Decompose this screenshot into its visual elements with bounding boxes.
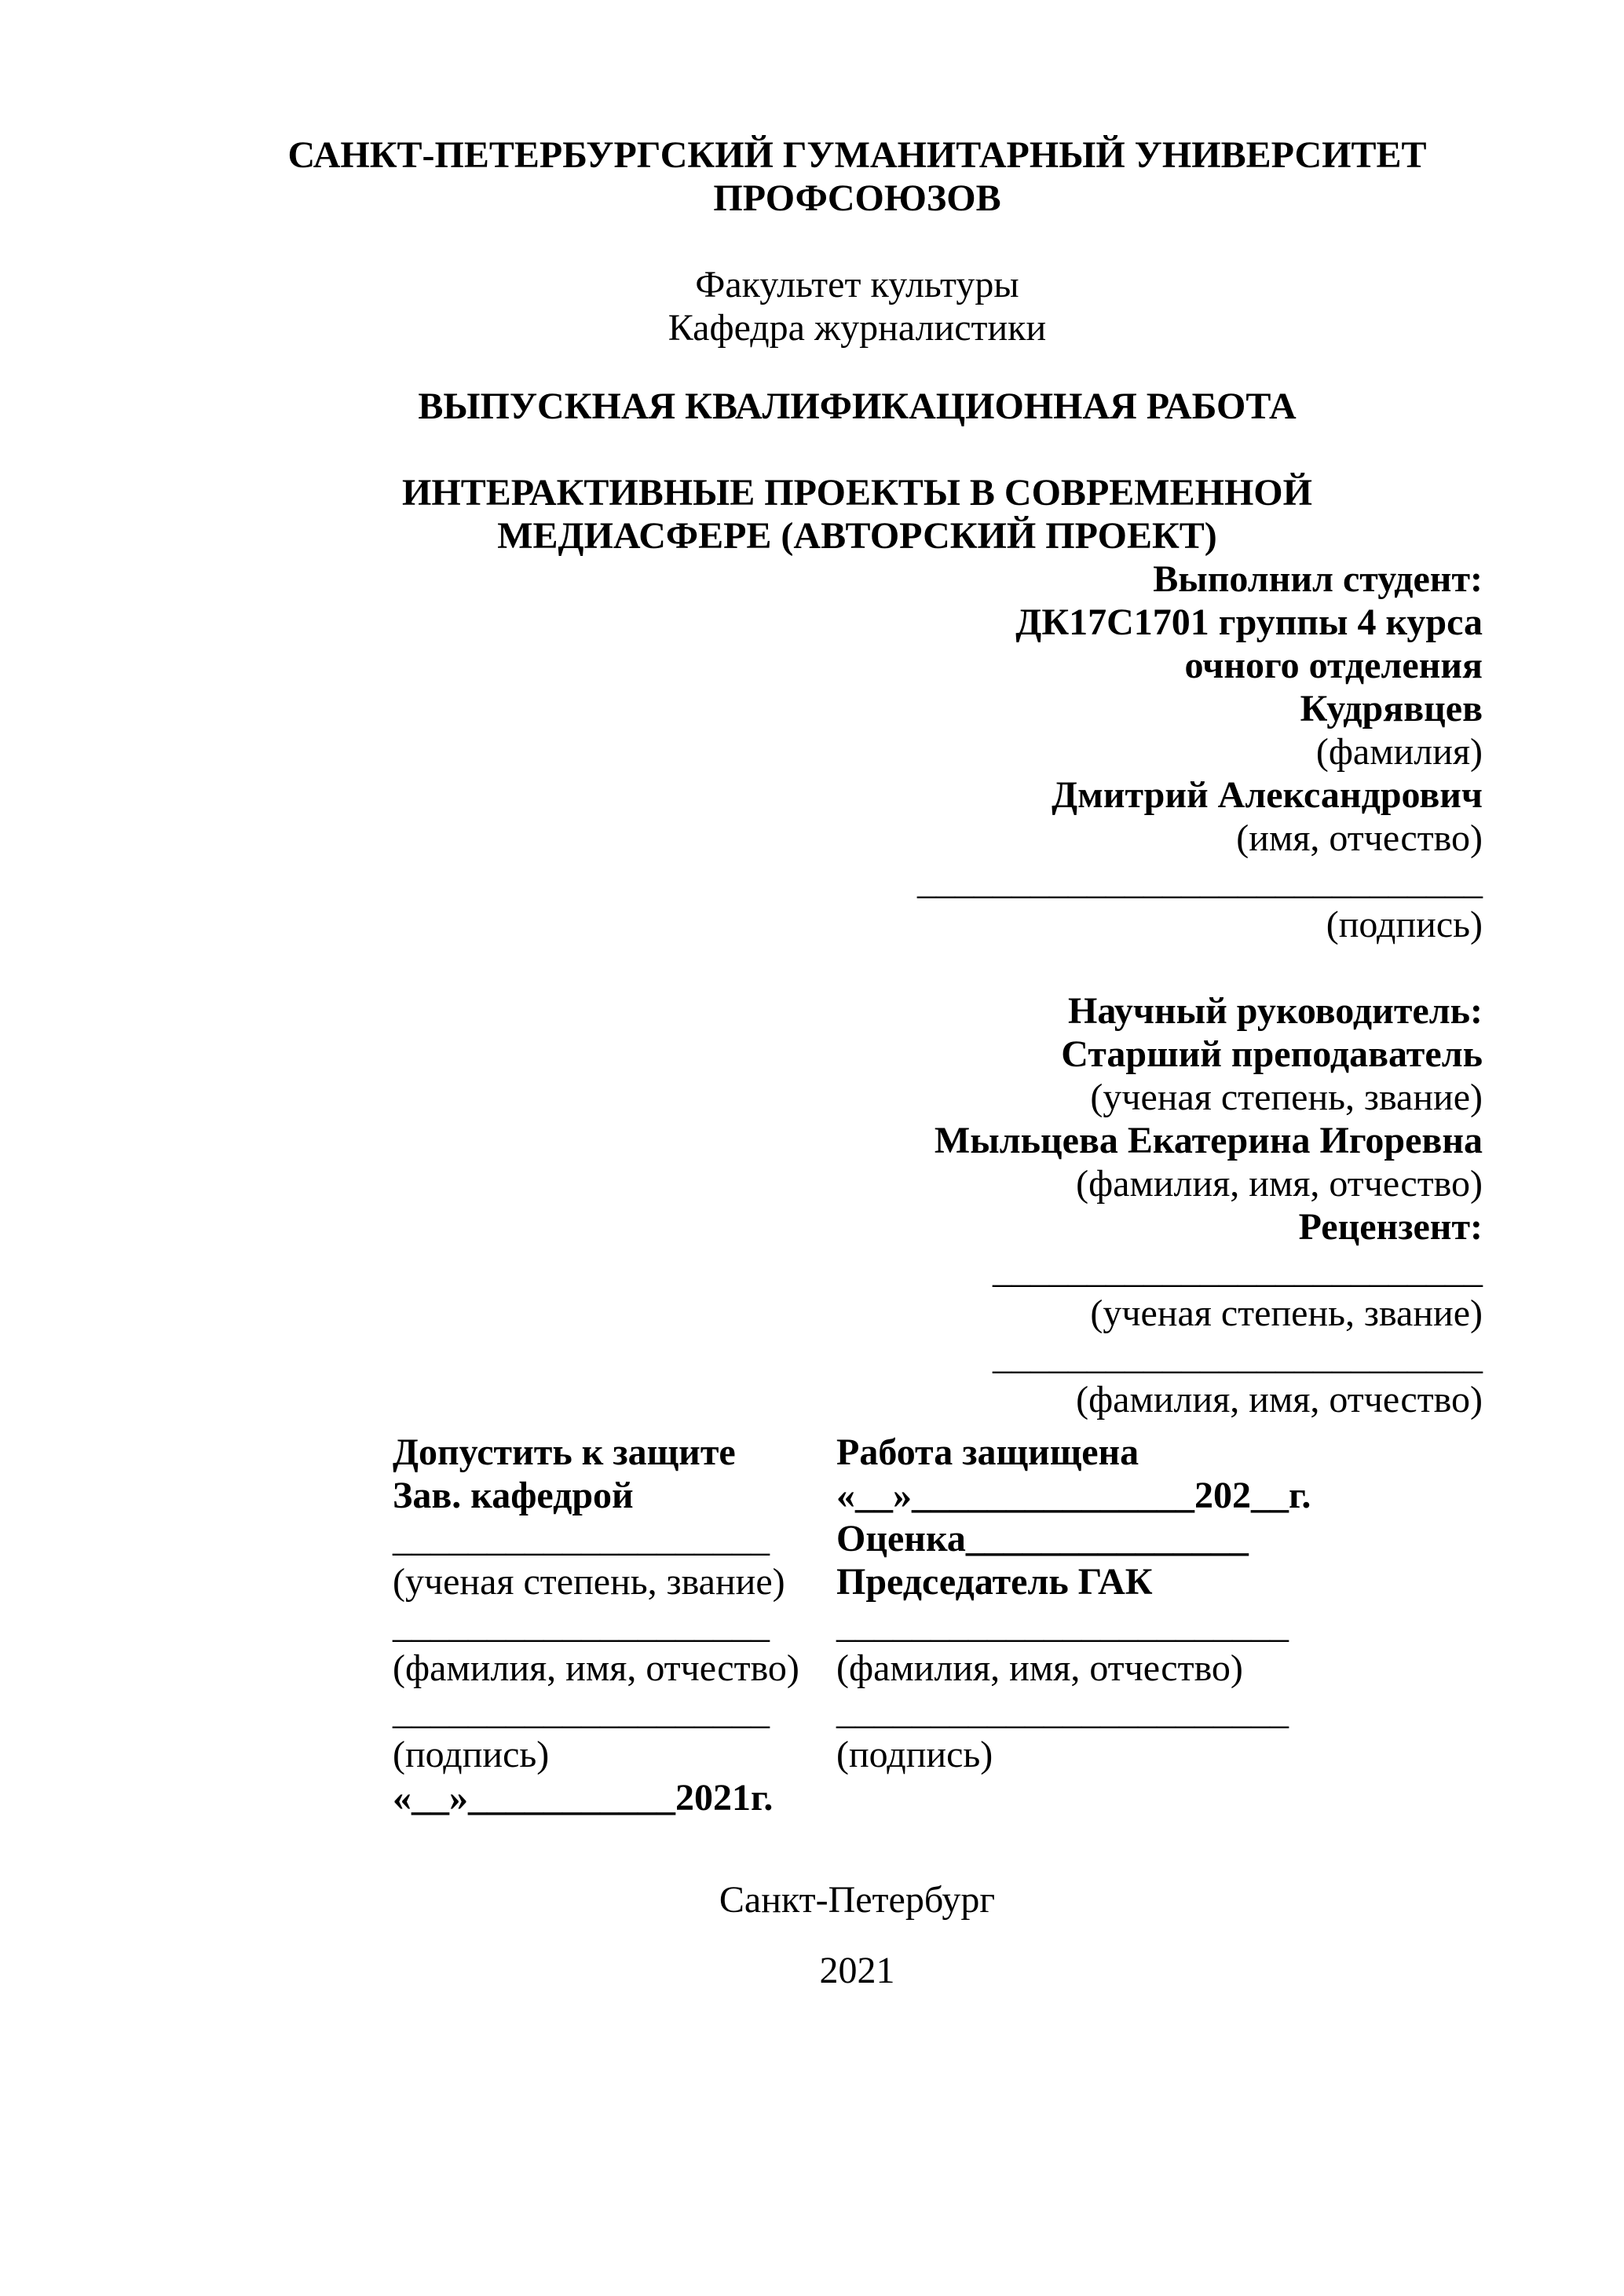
student-name: Дмитрий Александрович (1052, 774, 1483, 816)
admission-degree-line: ____________________ (393, 1518, 770, 1559)
reviewer-degree-label: (ученая степень, звание) (1090, 1292, 1483, 1334)
student-signature-label: (подпись) (1326, 904, 1483, 945)
student-signature-line: ______________________________ (917, 861, 1483, 902)
admission-signature-line: ____________________ (393, 1691, 770, 1732)
supervisor-name: Мыльцева Екатерина Игоревна (934, 1120, 1483, 1161)
supervisor-position: Старший преподаватель (1061, 1033, 1483, 1075)
department-line: Кафедра журналистики (668, 307, 1047, 349)
defense-grade-line: Оценка_______________ (836, 1518, 1249, 1559)
reviewer-name-line: __________________________ (993, 1336, 1483, 1377)
thesis-title (232, 471, 1483, 558)
approval-section (232, 1431, 1483, 1819)
reviewer-name-label: (фамилия, имя, отчество) (1076, 1379, 1483, 1420)
reviewer-degree-line: __________________________ (993, 1249, 1483, 1291)
admission-degree-label: (ученая степень, звание) (393, 1561, 785, 1603)
supervisor-heading: Научный руководитель: (1068, 990, 1483, 1032)
admission-date-line: «__»___________2021г. (393, 1777, 774, 1819)
admission-name-line: ____________________ (393, 1604, 770, 1646)
defense-signature-line: ________________________ (836, 1691, 1289, 1732)
student-surname-label: (фамилия) (1315, 731, 1483, 773)
year-line: 2021 (819, 1950, 895, 1991)
university-name-line2: ПРОФСОЮЗОВ (713, 177, 1001, 219)
city-line: Санкт-Петербург (719, 1879, 996, 1921)
performed-by-label: Выполнил студент: (1153, 558, 1483, 600)
supervisor-degree-label: (ученая степень, звание) (1090, 1077, 1483, 1118)
defense-signature-label: (подпись) (836, 1734, 993, 1775)
admission-column (393, 1431, 836, 1819)
defense-name-label: (фамилия, имя, отчество) (836, 1647, 1243, 1689)
admission-line1: Допустить к защите (393, 1431, 736, 1473)
defense-column (836, 1431, 1483, 1819)
student-name-label: (имя, отчество) (1236, 817, 1483, 859)
university-name-line1: САНКТ-ПЕТЕРБУРГСКИЙ ГУМАНИТАРНЫЙ УНИВЕРСИТЕТ (287, 134, 1427, 176)
attribution-block (232, 558, 1483, 1421)
reviewer-heading: Рецензент: (1298, 1206, 1483, 1248)
student-surname: Кудрявцев (1300, 688, 1483, 729)
defense-name-line: ________________________ (836, 1604, 1289, 1646)
defense-chairman: Председатель ГАК (836, 1561, 1153, 1603)
defense-date-line: «__»_______________202__г. (836, 1475, 1311, 1516)
faculty-line: Факультет культуры (695, 264, 1019, 305)
defense-line1: Работа защищена (836, 1431, 1139, 1473)
university-name (232, 133, 1483, 220)
thesis-title-line2: МЕДИАСФЕРЕ (АВТОРСКИЙ ПРОЕКТ) (497, 515, 1217, 557)
supervisor-name-label: (фамилия, имя, отчество) (1076, 1163, 1483, 1205)
admission-signature-label: (подпись) (393, 1734, 550, 1775)
admission-name-label: (фамилия, имя, отчество) (393, 1647, 799, 1689)
student-group: ДК17С1701 группы 4 курса (1015, 601, 1483, 643)
thesis-title-line1: ИНТЕРАКТИВНЫЕ ПРОЕКТЫ В СОВРЕМЕННОЙ (402, 472, 1312, 514)
student-mode: очного отделения (1184, 645, 1483, 686)
admission-line2: Зав. кафедрой (393, 1475, 634, 1516)
work-type-heading: ВЫПУСКНАЯ КВАЛИФИКАЦИОННАЯ РАБОТА (418, 386, 1297, 427)
